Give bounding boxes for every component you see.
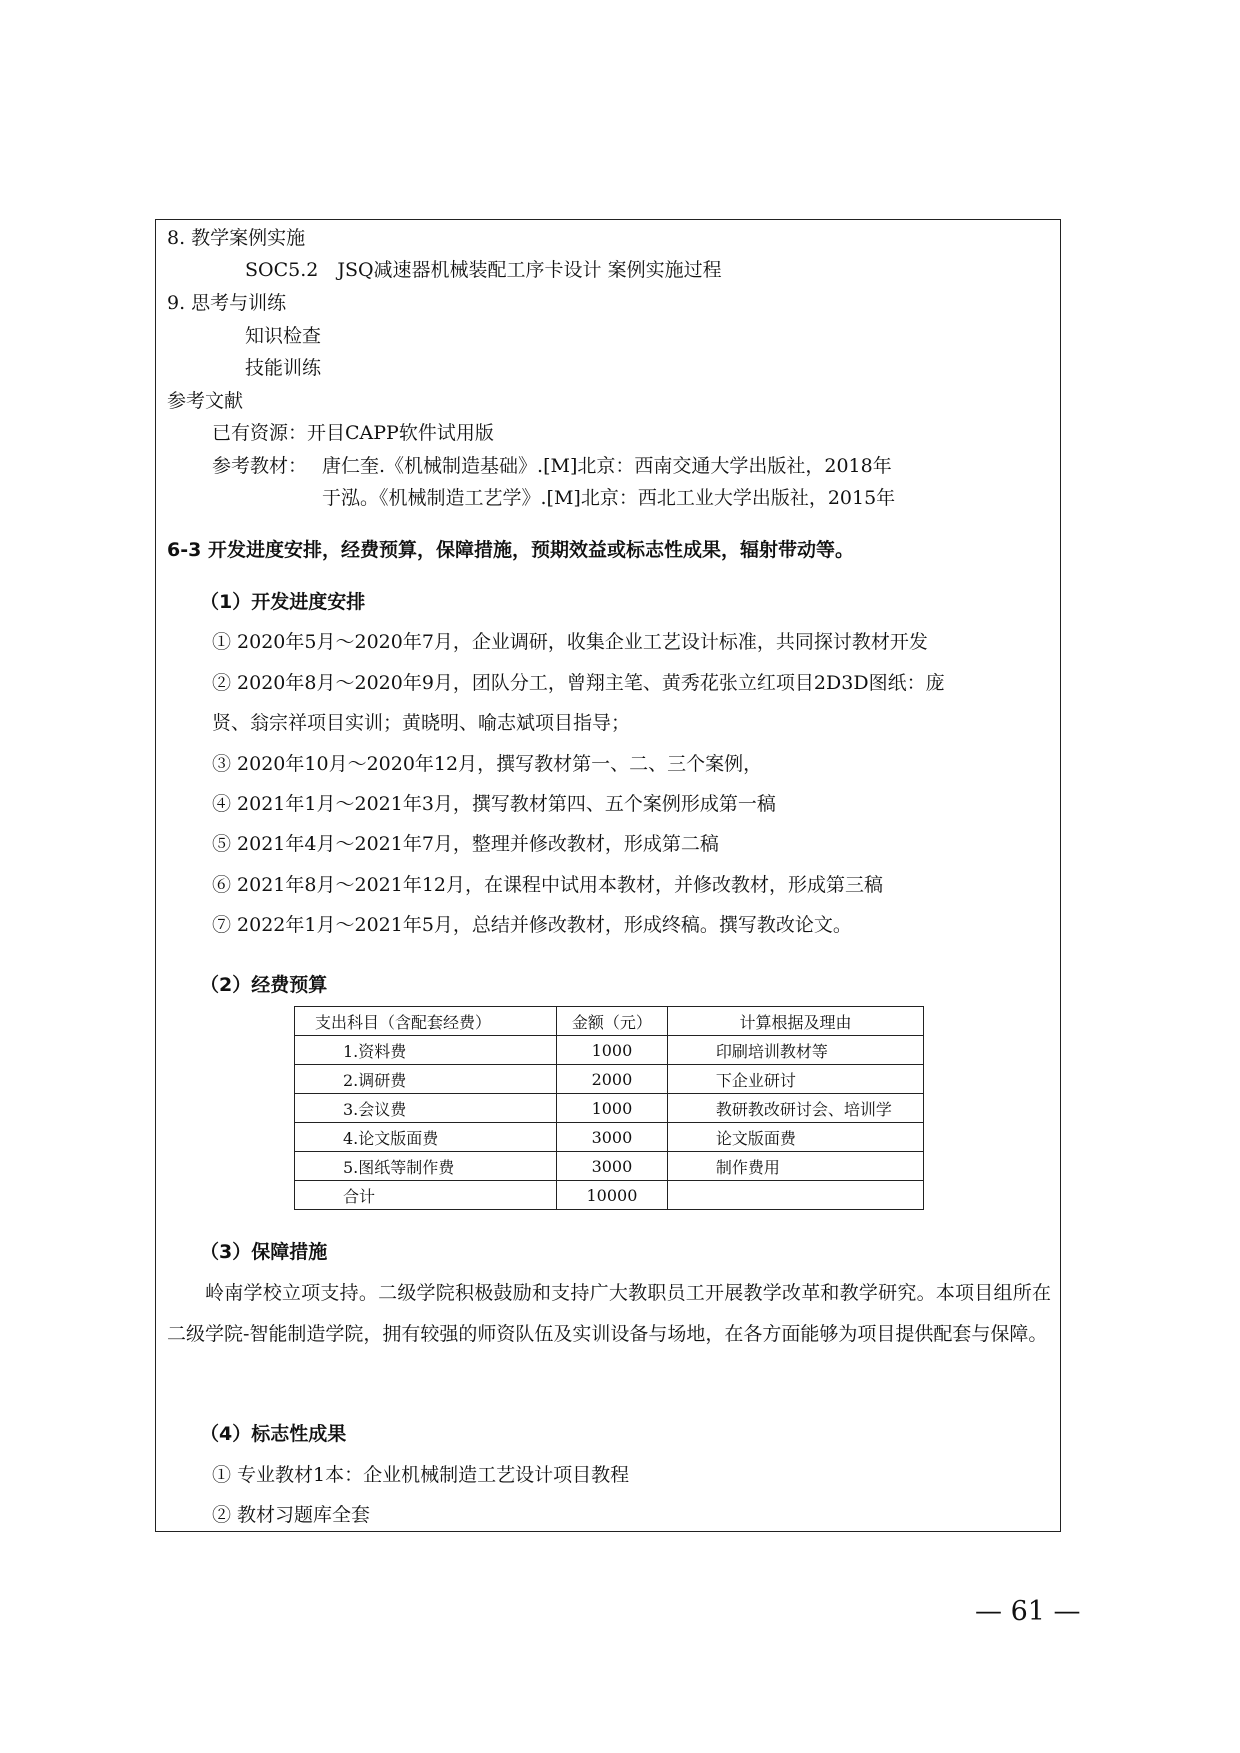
schedule-item: 贤、翁宗祥项目实训；黄晓明、喻志斌项目指导； [212, 712, 631, 734]
table-cell: 3000 [556, 1152, 667, 1181]
table-cell: 合计 [295, 1181, 557, 1210]
references-resources: 已有资源：开目CAPP软件试用版 [212, 422, 494, 444]
table-row [295, 1065, 924, 1094]
schedule-item: ⑥ 2021年8月～2021年12月，在课程中试用本教材，并修改教材，形成第三稿 [212, 874, 884, 896]
section8-item: SOC5.2 JSQ减速器机械装配工序卡设计 案例实施过程 [245, 259, 722, 281]
schedule-title: （1）开发进度安排 [200, 591, 366, 613]
table-header: 支出科目（含配套经费） [295, 1007, 557, 1036]
schedule-item: ⑦ 2022年1月～2021年5月，总结并修改教材，形成终稿。撰写教改论文。 [212, 914, 852, 936]
table-cell: 5.图纸等制作费 [295, 1152, 557, 1181]
schedule-item: ③ 2020年10月～2020年12月，撰写教材第一、二、三个案例， [212, 753, 763, 775]
schedule-item: ② 2020年8月～2020年9月，团队分工，曾翔主笔、黄秀花张立红项目2D3D图纸：庞 [212, 672, 945, 694]
references-textbook-1: 唐仁奎.《机械制造基础》.[M]北京：西南交通大学出版社，2018年 [322, 455, 892, 477]
table-cell: 制作费用 [667, 1152, 923, 1181]
achievement-item: ② 教材习题库全套 [212, 1504, 371, 1526]
table-row [295, 1036, 924, 1065]
table-row [295, 1123, 924, 1152]
safeguards-title: （3）保障措施 [200, 1241, 328, 1263]
table-cell: 2.调研费 [295, 1065, 557, 1094]
table-cell: 印刷培训教材等 [667, 1036, 923, 1065]
table-cell: 下企业研讨 [667, 1065, 923, 1094]
table-cell: 1000 [556, 1094, 667, 1123]
schedule-item: ① 2020年5月～2020年7月，企业调研，收集企业工艺设计标准，共同探讨教材开发 [212, 631, 928, 653]
schedule-item: ⑤ 2021年4月～2021年7月，整理并修改教材，形成第二稿 [212, 833, 719, 855]
achievement-item: ① 专业教材1本：企业机械制造工艺设计项目教程 [212, 1464, 630, 1486]
table-cell: 4.论文版面费 [295, 1123, 557, 1152]
achievements-title: （4）标志性成果 [200, 1423, 347, 1445]
table-cell: 论文版面费 [667, 1123, 923, 1152]
schedule-item: ④ 2021年1月～2021年3月，撰写教材第四、五个案例形成第一稿 [212, 793, 776, 815]
references-textbook-2: 于泓。《机械制造工艺学》.[M]北京：西北工业大学出版社，2015年 [322, 487, 896, 509]
section8-title: 8. 教学案例实施 [167, 227, 306, 249]
table-cell: 教研教改研讨会、培训学 [667, 1094, 923, 1123]
table-cell: 10000 [556, 1181, 667, 1210]
budget-title: （2）经费预算 [200, 974, 328, 996]
table-row [295, 1152, 924, 1181]
section9-item-skills: 技能训练 [245, 357, 322, 379]
section9-item-knowledge: 知识检查 [245, 325, 322, 347]
table-header: 金额（元） [556, 1007, 667, 1036]
table-cell: 3000 [556, 1123, 667, 1152]
table-cell: 3.会议费 [295, 1094, 557, 1123]
table-cell [667, 1181, 923, 1210]
table-cell: 1.资料费 [295, 1036, 557, 1065]
table-header-row [295, 1007, 924, 1036]
section9-title: 9. 思考与训练 [167, 292, 287, 314]
safeguards-text: 岭南学校立项支持。二级学院积极鼓励和支持广大教职员工开展教学改革和教学研究。本项目组所在二级学院-智能制造学院，拥有较强的师资队伍及实训设备与场地，在各方面能够为项目提供配套与保障。 [167, 1282, 1051, 1345]
table-cell: 2000 [556, 1065, 667, 1094]
page-number: — 61 — [975, 1596, 1081, 1627]
table-header: 计算根据及理由 [667, 1007, 923, 1036]
references-textbook-label: 参考教材： [212, 455, 308, 477]
references-title: 参考文献 [167, 390, 244, 412]
table-total-row [295, 1181, 924, 1210]
table-cell: 1000 [556, 1036, 667, 1065]
section63-title: 6-3 开发进度安排，经费预算，保障措施，预期效益或标志性成果，辐射带动等。 [167, 539, 854, 561]
budget-table [294, 1006, 924, 1210]
table-row [295, 1094, 924, 1123]
